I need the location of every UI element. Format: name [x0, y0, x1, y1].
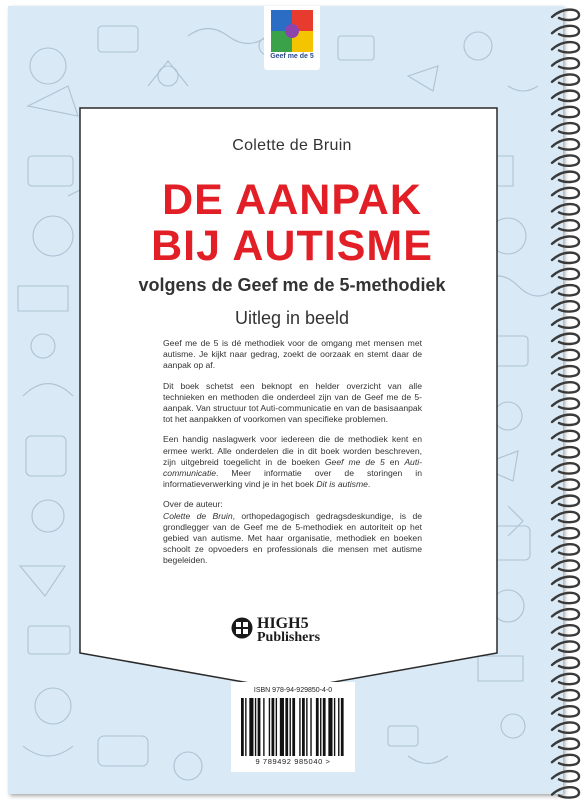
barcode-bar [310, 698, 311, 756]
spiral-coil [552, 528, 579, 538]
geef-me-de-5-logo [264, 6, 320, 70]
about-author-name: Colette de Bruin [163, 510, 233, 521]
spiral-coil [552, 674, 579, 684]
spiral-coil [552, 415, 579, 425]
barcode-bar [269, 698, 270, 756]
barcode-bar [306, 698, 307, 756]
spiral-coil [552, 366, 579, 376]
title-line-1: DE AANPAK [162, 176, 422, 224]
spiral-coil [552, 739, 579, 749]
spiral-coil [552, 431, 579, 441]
blurb-text [163, 338, 422, 576]
barcode-bar [285, 698, 288, 756]
spiral-coil [552, 706, 579, 716]
spiral-coil [552, 544, 579, 554]
barcode-bar [323, 698, 326, 756]
spiral-coil [552, 155, 579, 165]
spiral-coil [552, 625, 579, 635]
isbn-text: ISBN 978-94-929850-4-0 [253, 687, 333, 694]
spiral-coil [552, 398, 579, 408]
spiral-coil [552, 771, 579, 781]
spiral-coil [552, 334, 579, 344]
barcode-bar [258, 698, 261, 756]
barcode-bar [263, 698, 264, 756]
blurb-paragraph-3: Een handig naslagwerk voor iedereen die de methodiek kent en ermee werkt. Alle onderdelen die in dit boek worden beschreven, zijn uitgebreid toegelicht in de boeken Geef me de 5 en Auti-communicatie. Meer informatie over de storingen in informatieverwerking vind je in het boek Dit is autisme. [163, 434, 422, 490]
barcode-bar [302, 698, 305, 756]
barcode-bar [249, 698, 253, 756]
spiral-coil [552, 755, 579, 765]
about-author-label: Over de auteur: [163, 499, 223, 510]
barcode-bar [241, 698, 244, 756]
title-line-2: BIJ AUTISME [151, 222, 433, 270]
barcode-bar [245, 698, 246, 756]
spiral-coil [552, 123, 579, 133]
spiral-coil [552, 447, 579, 457]
publisher-name: HIGH5 [257, 615, 309, 632]
barcode-bar [276, 698, 277, 756]
spiral-coil [552, 496, 579, 506]
logo-label: Geef me de 5 [270, 53, 314, 60]
isbn-barcode [231, 682, 355, 772]
spiral-coil [552, 787, 579, 797]
barcode-bar [320, 698, 321, 756]
blurb-paragraph-1: Geef me de 5 is dé methodiek voor de omgang met mensen met autisme. Je kijkt naar gedrag, zoekt de oorzaak en stemt daar de aanpak op af. [163, 338, 422, 371]
spiral-coil [552, 512, 579, 522]
spiral-coil [552, 42, 579, 52]
barcode-bar [334, 698, 335, 756]
barcode-number: 9 789492 985040 > [255, 757, 331, 766]
spiral-coil [552, 91, 579, 101]
spiral-coil [552, 722, 579, 732]
spiral-coil [552, 641, 579, 651]
spiral-coil [552, 10, 579, 20]
spiral-coil [552, 609, 579, 619]
barcode-bar [290, 698, 291, 756]
spiral-coil [552, 479, 579, 489]
publisher-sub: Publishers [257, 630, 321, 645]
book-title-dit-is-autisme: Dit is autisme [316, 479, 368, 490]
barcode-bar [316, 698, 319, 756]
spiral-coil [552, 58, 579, 68]
spiral-coil [552, 690, 579, 700]
spiral-coil [552, 560, 579, 570]
tagline: Uitleg in beeld [234, 308, 350, 328]
spiral-coil [552, 463, 579, 473]
author-name: Colette de Bruin [232, 137, 352, 154]
book-title-geef-me-de-5: Geef me de 5 [324, 456, 385, 467]
barcode-bar [341, 698, 344, 756]
publisher-logo [231, 617, 351, 647]
spiral-coil [552, 577, 579, 587]
barcode-bar [299, 698, 300, 756]
barcode-bar [292, 698, 295, 756]
spiral-binding [549, 0, 586, 800]
spiral-coil [552, 593, 579, 603]
spiral-coil [552, 350, 579, 360]
high5-puzzle-icon [231, 617, 253, 639]
subtitle: volgens de Geef me de 5-methodiek [138, 275, 446, 295]
barcode-bar [280, 698, 284, 756]
barcode-bar [328, 698, 332, 756]
barcode-bars [241, 698, 345, 756]
barcode-bar [338, 698, 339, 756]
spiral-coil [552, 658, 579, 668]
spiral-coil [552, 26, 579, 36]
puzzle-logo-icon [271, 10, 313, 52]
spiral-coil [552, 382, 579, 392]
blurb-paragraph-2: Dit boek schetst een beknopt en helder overzicht van alle technieken en methoden die onderdeel zijn van de Geef me de 5-aanpak. Van structuur tot Auti-communicatie en van de basisaanpak tot het aanpakken of voorkomen van specifieke problemen. [163, 380, 422, 425]
spiral-coil [552, 74, 579, 84]
spiral-coil [552, 107, 579, 117]
about-author-paragraph: Over de auteur: Colette de Bruin, orthopedagogisch gedragsdeskundige, is de grondlegger van de Geef me de 5-methodiek en autoriteit op het gebied van autisme. Met haar organisatie, methodiek en boeken schoolt ze opvoeders en professionals die mensen met autisme begeleiden. [163, 499, 422, 566]
book-title-auti-communicatie: Auti-communicatie [163, 456, 422, 479]
barcode-bar [255, 698, 256, 756]
barcode-bar [272, 698, 275, 756]
